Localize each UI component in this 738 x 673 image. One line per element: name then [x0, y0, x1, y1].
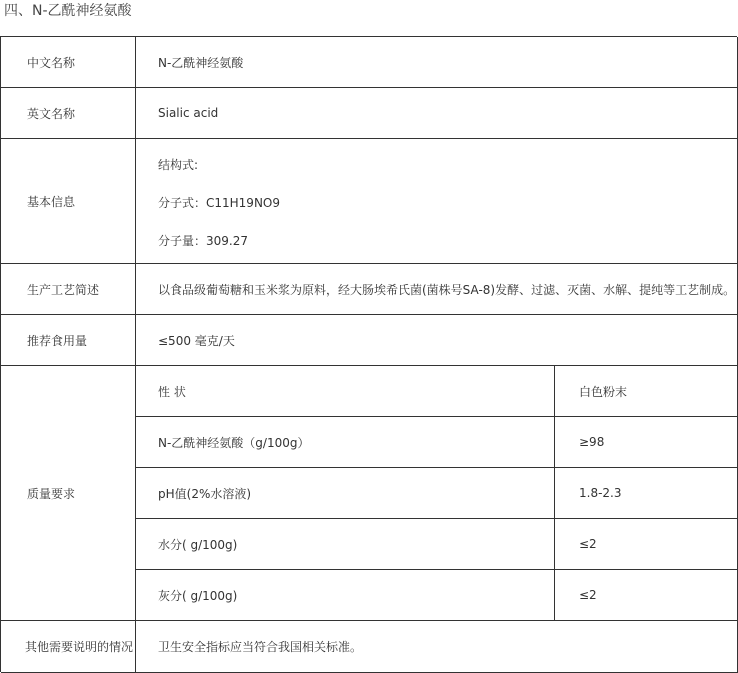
- dosage-label: 推荐食用量: [1, 315, 136, 366]
- basic-info-label: 基本信息: [1, 139, 136, 264]
- structure-label: 结构式:: [158, 158, 199, 172]
- process-value: 以食品级葡萄糖和玉米浆为原料，经大肠埃希氏菌(菌株号SA-8)发酵、过滤、灭菌、水解、提纯等工艺制成。: [136, 264, 738, 315]
- quality-label: 质量要求: [1, 366, 136, 621]
- molecular-formula: 分子式：C11H19NO9: [158, 196, 280, 210]
- chinese-name-value: N-乙酰神经氨酸: [136, 37, 738, 88]
- quality-item-value: 1.8-2.3: [555, 468, 738, 519]
- quality-item-value: ≥98: [555, 417, 738, 468]
- process-label: 生产工艺简述: [1, 264, 136, 315]
- spec-table: [0, 36, 737, 672]
- basic-info-value: [136, 139, 738, 264]
- quality-item-name: 性 状: [136, 366, 555, 417]
- quality-item-name: 水分( g/100g): [136, 519, 555, 570]
- chinese-name-label: 中文名称: [1, 37, 136, 88]
- english-name-value: Sialic acid: [136, 88, 738, 139]
- molecular-weight: 分子量：309.27: [158, 234, 248, 248]
- quality-item-value: ≤2: [555, 519, 738, 570]
- quality-item-value: 白色粉末: [555, 366, 738, 417]
- quality-item-name: 灰分( g/100g): [136, 570, 555, 621]
- quality-item-name: N-乙酰神经氨酸（g/100g）: [136, 417, 555, 468]
- quality-item-name: pH值(2%水溶液): [136, 468, 555, 519]
- dosage-value: ≤500 毫克/天: [136, 315, 738, 366]
- section-heading: 四、N-乙酰神经氨酸: [4, 3, 132, 19]
- other-label: 其他需要说明的情况: [1, 621, 136, 673]
- other-value: 卫生安全指标应当符合我国相关标准。: [136, 621, 738, 673]
- english-name-label: 英文名称: [1, 88, 136, 139]
- quality-item-value: ≤2: [555, 570, 738, 621]
